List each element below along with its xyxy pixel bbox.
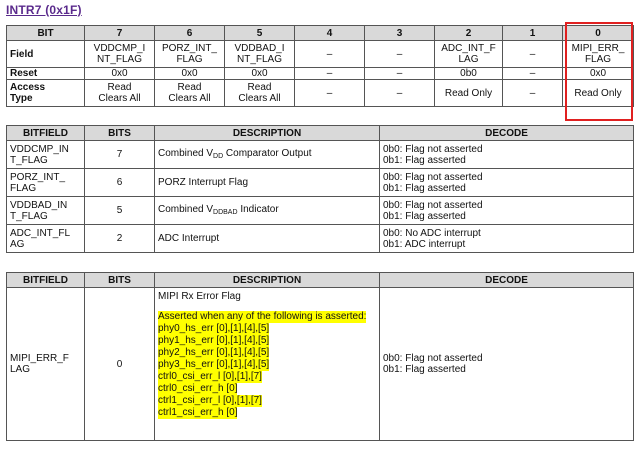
- bits-header: BITS: [85, 126, 155, 141]
- bit-4-header: 4: [295, 26, 365, 41]
- bitfield-table-1: [6, 125, 634, 253]
- reset-bit-4: –: [295, 68, 365, 80]
- desc-item-ctrl1-h: ctrl1_csi_err_h [0]: [158, 407, 238, 418]
- access-bit-6: Read Clears All: [155, 80, 225, 107]
- desc-tail: Comparator Output: [223, 147, 312, 159]
- field-bit-7: VDDCMP_I NT_FLAG: [85, 41, 155, 68]
- field-row-label: Field: [7, 41, 85, 68]
- bitfield-bits: 6: [85, 169, 155, 197]
- table-row: [7, 225, 634, 253]
- bitfield-description: [155, 141, 380, 169]
- bitfield-decode: 0b0: Flag not asserted 0b1: Flag asserted: [380, 288, 634, 441]
- field-bit-0: MIPI_ERR_ FLAG: [563, 41, 634, 68]
- bits-header: BITS: [85, 273, 155, 288]
- bitfield-name: MIPI_ERR_F LAG: [7, 288, 85, 441]
- desc-subscript: DDBAD: [213, 208, 238, 216]
- bitfield-name: VDDCMP_IN T_FLAG: [7, 141, 85, 169]
- bitfield-name: ADC_INT_FL AG: [7, 225, 85, 253]
- field-bit-1: –: [503, 41, 563, 68]
- reset-bit-0: 0x0: [563, 68, 634, 80]
- desc-item-ctrl0-l: ctrl0_csi_err_l [0],[1],[7]: [158, 371, 262, 382]
- table-row: [7, 169, 634, 197]
- bitfield-description: [155, 169, 380, 197]
- desc-tail: Indicator: [237, 203, 279, 215]
- bit-7-header: 7: [85, 26, 155, 41]
- desc-title: MIPI Rx Error Flag: [158, 291, 241, 302]
- bitfield-bits: 2: [85, 225, 155, 253]
- desc-subscript: DD: [213, 152, 224, 160]
- reset-bit-1: –: [503, 68, 563, 80]
- decode-header: DECODE: [380, 273, 634, 288]
- field-bit-3: –: [365, 41, 435, 68]
- bit-1-header: 1: [503, 26, 563, 41]
- bit-3-header: 3: [365, 26, 435, 41]
- bit-header: BIT: [7, 26, 85, 41]
- bitfield-name: PORZ_INT_ FLAG: [7, 169, 85, 197]
- access-bit-4: –: [295, 80, 365, 107]
- access-bit-1: –: [503, 80, 563, 107]
- access-bit-7: Read Clears All: [85, 80, 155, 107]
- field-bit-6: PORZ_INT_ FLAG: [155, 41, 225, 68]
- access-bit-2: Read Only: [435, 80, 503, 107]
- access-bit-3: –: [365, 80, 435, 107]
- bitfield-description: [155, 225, 380, 253]
- bitfield-decode: 0b0: Flag not asserted 0b1: Flag asserted: [380, 141, 634, 169]
- bit-5-header: 5: [225, 26, 295, 41]
- desc-item-phy1: phy1_hs_err [0],[1],[4],[5]: [158, 335, 270, 346]
- table-row: [7, 141, 634, 169]
- bitfield-table-2: [6, 272, 634, 441]
- desc-main: Combined V: [158, 203, 214, 215]
- desc-item-ctrl1-l: ctrl1_csi_err_l [0],[1],[7]: [158, 395, 262, 406]
- reset-bit-3: –: [365, 68, 435, 80]
- bitfield-name: VDDBAD_IN T_FLAG: [7, 197, 85, 225]
- desc-item-phy0: phy0_hs_err [0],[1],[4],[5]: [158, 323, 270, 334]
- bit-6-header: 6: [155, 26, 225, 41]
- table-row: [7, 197, 634, 225]
- bitfield-description: [155, 197, 380, 225]
- bitfield-decode: 0b0: Flag not asserted 0b1: Flag asserted: [380, 169, 634, 197]
- access-bit-0: Read Only: [563, 80, 634, 107]
- decode-header: DECODE: [380, 126, 634, 141]
- desc-main: Combined V: [158, 147, 214, 159]
- access-row-label: Access Type: [7, 80, 85, 107]
- field-bit-5: VDDBAD_I NT_FLAG: [225, 41, 295, 68]
- description-header: DESCRIPTION: [155, 126, 380, 141]
- desc-item-phy2: phy2_hs_err [0],[1],[4],[5]: [158, 347, 270, 358]
- bitfield-description: [155, 288, 380, 441]
- bitfield-decode: 0b0: Flag not asserted 0b1: Flag asserted: [380, 197, 634, 225]
- reset-bit-5: 0x0: [225, 68, 295, 80]
- desc-main: PORZ Interrupt Flag: [158, 177, 249, 188]
- reset-bit-2: 0b0: [435, 68, 503, 80]
- desc-item-ctrl0-h: ctrl0_csi_err_h [0]: [158, 383, 238, 394]
- bitfield-header: BITFIELD: [7, 273, 85, 288]
- description-header: DESCRIPTION: [155, 273, 380, 288]
- bit-0-header: 0: [563, 26, 634, 41]
- field-bit-2: ADC_INT_F LAG: [435, 41, 503, 68]
- bitfield-bits: 5: [85, 197, 155, 225]
- bitfield-header: BITFIELD: [7, 126, 85, 141]
- register-table: [6, 25, 634, 107]
- register-title: INTR7 (0x1F): [6, 3, 82, 17]
- bitfield-bits: 7: [85, 141, 155, 169]
- desc-main: ADC Interrupt: [158, 233, 220, 244]
- access-bit-5: Read Clears All: [225, 80, 295, 107]
- bitfield-decode: 0b0: No ADC interrupt 0b1: ADC interrupt: [380, 225, 634, 253]
- reset-bit-6: 0x0: [155, 68, 225, 80]
- bitfield-bits: 0: [85, 288, 155, 441]
- table-row: [7, 288, 634, 441]
- reset-bit-7: 0x0: [85, 68, 155, 80]
- desc-item-phy3: phy3_hs_err [0],[1],[4],[5]: [158, 359, 270, 370]
- field-bit-4: –: [295, 41, 365, 68]
- desc-intro: Asserted when any of the following is asserted:: [158, 311, 367, 322]
- reset-row-label: Reset: [7, 68, 85, 80]
- bit-2-header: 2: [435, 26, 503, 41]
